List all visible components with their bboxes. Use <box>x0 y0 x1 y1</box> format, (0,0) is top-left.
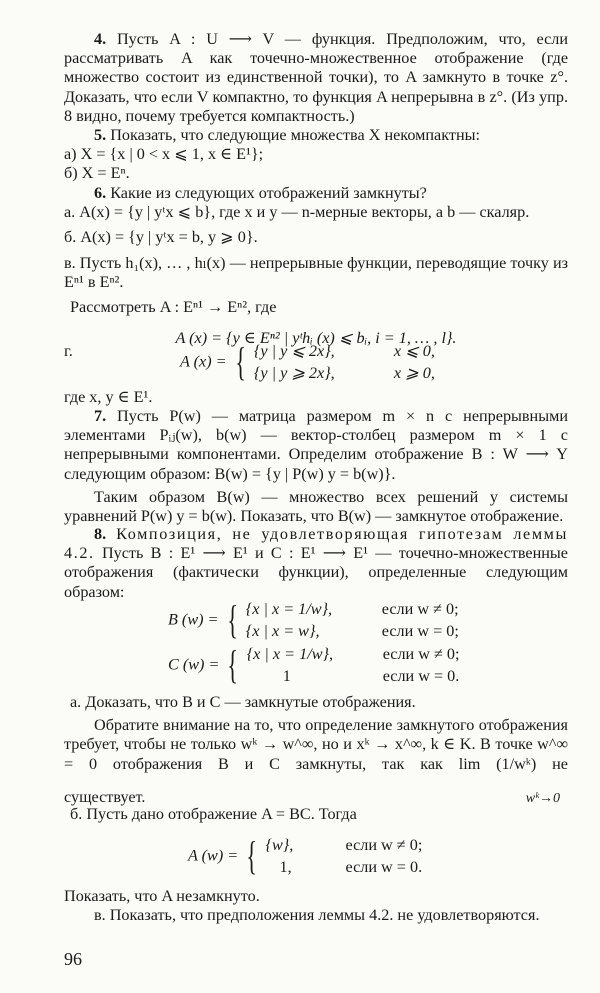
item-a: а) X = {x | 0 < x ⩽ 1, x ∈ E¹}; <box>64 145 264 164</box>
case-value: {y | y ⩾ 2x}, <box>253 364 335 382</box>
exercise-text: Показать, что следующие множества X некомпактны: <box>106 126 480 144</box>
case-condition: если w = 0. <box>345 858 423 876</box>
exercise-5 <box>64 126 568 184</box>
item-b: б. A(x) = {y | yᵗx = b, y ⩾ 0}. <box>64 228 258 247</box>
exercise-7 <box>64 407 568 526</box>
exercise-number: 4. <box>94 30 107 48</box>
item-b: б) X = Eⁿ. <box>64 164 130 183</box>
exercise-8c <box>64 887 568 925</box>
item-a-note: Обратите внимание на то, что определение замкнутого отображения требует, чтобы не только wᵏ → w^∞, но и xᵏ → x^∞, k ∈ K. В точке w^∞ = 0 отображения B и C замкнуты, так как lim (1/wᵏ) не <box>64 716 568 773</box>
exercise-text: Какие из следующих отображений замкнуты? <box>106 184 427 202</box>
item-a-note-end: существует. <box>64 787 146 806</box>
case-condition: если w ≠ 0; <box>381 600 459 618</box>
case-condition: x ⩽ 0, <box>393 342 435 360</box>
case-value: {x | x = 1/w}, <box>245 600 333 618</box>
exercise-number: 6. <box>94 184 107 202</box>
formula-lhs: A (x) = <box>180 352 227 371</box>
case-condition: если w ≠ 0; <box>345 836 423 854</box>
exercise-text: Пусть A : U ⟶ V — функция. Предположим, что, если рассматривать A как точечно-множественное отображение (где множество состоит из единственной точки), то A замкнуто в точке z°. Доказать, что если V компактно, то функция A непрерывна в z°. (Из упр. 8 видно, почему требуется компактность.) <box>64 30 568 125</box>
exercise-8b <box>64 805 568 824</box>
page-number: 96 <box>64 949 82 969</box>
exercise-text-2: Таким образом B(w) — множество всех решений y системы уравнений P(w) y = b(w). Показать, что B(w) — замкнутое отображение. <box>64 487 568 526</box>
brace-icon: { <box>226 597 238 642</box>
exercise-text: Пусть B : E¹ ⟶ E¹ и C : E¹ ⟶ E¹ — точечно-множественные отображения (фактически функции), определенные следующим образом: <box>64 544 568 601</box>
case-value: {x | x = 1/w}, <box>246 645 334 663</box>
case-condition: если w ≠ 0; <box>382 645 460 663</box>
item-a: а. Доказать, что B и C — замкнутые отображения. <box>70 693 416 711</box>
item-label: г. <box>64 342 73 360</box>
exercise-8a <box>64 693 568 807</box>
item-c: в. Пусть h₁(x), … , hₗ(x) — непрерывные функции, переводящие точку из Eⁿ¹ в Eⁿ². <box>64 253 568 291</box>
case-value: {y | y ⩽ 2x}, <box>253 342 335 360</box>
case-condition: x ⩾ 0, <box>393 364 435 382</box>
exercise-text: Пусть P(w) — матрица размером m × n с непрерывными элементами Pᵢⱼ(w), b(w) — вектор-столбец размером m × 1 с непрерывными компонентами. Определим отображение B : W ⟶ Y следующим образом: B(w) = {y | P(w) y = b(w)}. <box>64 407 568 483</box>
exercise-number: 7. <box>94 407 107 425</box>
item-c-continued: Рассмотреть A : Eⁿ¹ → Eⁿ², где <box>70 298 277 317</box>
item-b-task: Показать, что A незамкнуто. <box>64 887 260 905</box>
case-condition: если w = 0; <box>381 622 459 640</box>
case-value: {x | x = w}, <box>245 622 320 640</box>
formula-lhs: C (w) = <box>168 655 220 674</box>
exercise-number: 5. <box>94 126 107 144</box>
formula-lhs: B (w) = <box>168 610 219 629</box>
exercise-heading: Композиция, не удовлетворяющая гипотезам леммы 4.2. <box>64 525 568 563</box>
formula-lhs: A (w) = <box>188 846 239 865</box>
exercise-8 <box>64 525 568 602</box>
case-value: 1 <box>282 667 291 685</box>
exercise-6 <box>64 184 568 348</box>
brace-icon: { <box>246 833 258 878</box>
exercise-4 <box>64 30 568 126</box>
brace-icon: { <box>227 642 239 687</box>
item-g-tail: где x, y ∈ E¹. <box>64 388 153 406</box>
case-condition: если w = 0. <box>382 667 460 685</box>
exercise-number: 8. <box>94 525 107 543</box>
item-c: в. Показать, что предположения леммы 4.2. не удовлетворяются. <box>94 906 540 925</box>
limit-subscript: wᵏ→0 <box>525 791 560 806</box>
formula-c: A (x) = {y ∈ Eⁿ² | yᵗhᵢ (x) ⩽ bᵢ, i = 1, … , l}. <box>175 329 457 348</box>
case-value: 1, <box>279 858 292 876</box>
item-b: б. Пусть дано отображение A = BC. Тогда <box>70 805 357 823</box>
item-a: а. A(x) = {y | yᵗx ⩽ b}, где x и y — n-мерные векторы, а b — скаляр. <box>64 203 530 222</box>
brace-icon: { <box>234 339 246 384</box>
case-value: {w}, <box>265 836 294 854</box>
